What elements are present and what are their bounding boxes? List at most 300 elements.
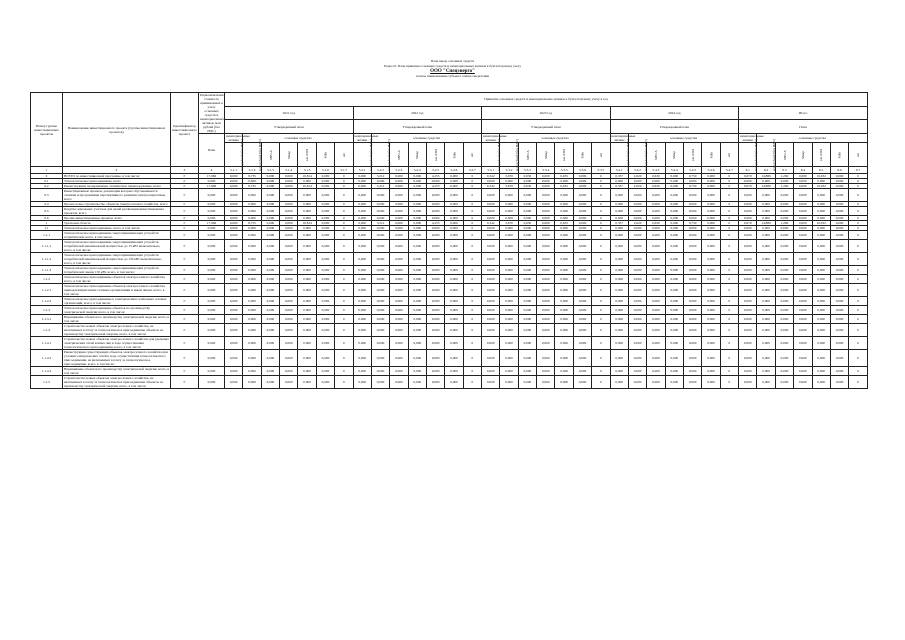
value-cell: 0,000: [371, 284, 389, 297]
value-cell: 0,000: [555, 266, 573, 275]
value-cell: 0,000: [775, 189, 793, 202]
value-cell: 0: [335, 174, 353, 179]
value-cell: 0,000: [757, 231, 775, 240]
value-cell: 0,000: [445, 174, 463, 179]
value-cell: 0,000: [812, 337, 830, 350]
value-cell: 0: [849, 202, 868, 207]
value-cell: 0,000: [371, 231, 389, 240]
value-cell: 0,000: [665, 253, 683, 266]
value-cell: 0,000: [280, 324, 298, 337]
value-cell: 0,000: [280, 350, 298, 367]
header-os: основные средства: [628, 134, 738, 143]
value-cell: 0,000: [482, 315, 500, 324]
value-cell: 0,000: [683, 350, 701, 367]
value-cell: 0,000: [390, 315, 408, 324]
value-cell: 0,000: [280, 184, 298, 189]
value-cell: 0,000: [426, 207, 444, 216]
value-cell: 0: [592, 216, 610, 221]
header-unit: [445, 143, 463, 167]
value-cell: 0,000: [775, 216, 793, 221]
row-number: 1.1.2.2: [31, 297, 63, 306]
value-cell: 0,000: [243, 275, 261, 284]
value-cell: 0,000: [243, 189, 261, 202]
value-cell: 0,000: [647, 189, 665, 202]
value-cell: 0,000: [316, 221, 334, 226]
value-cell: 0,000: [573, 207, 591, 216]
value-cell: 0,000: [537, 207, 555, 216]
column-number: 5.1.1: [225, 167, 243, 174]
value-cell: 0,000: [500, 253, 518, 266]
project-name: Технологическое присоединение энергопринимающих устройств потребителей, всего, в том числе:: [63, 231, 171, 240]
value-cell: 0,000: [482, 376, 500, 389]
value-cell: 0,000: [573, 179, 591, 184]
value-cell: 0: [463, 284, 481, 297]
value-cell: 0,000: [573, 216, 591, 221]
value-cell: 0: [592, 350, 610, 367]
value-cell: 2,620: [628, 174, 646, 179]
value-cell: 0: [592, 221, 610, 226]
value-cell: 0,000: [225, 207, 243, 216]
value-cell: 0,000: [794, 275, 812, 284]
value-cell: 0: [849, 179, 868, 184]
value-cell: 14,880: [757, 184, 775, 189]
value-cell: 0,000: [757, 189, 775, 202]
value-cell: 0,000: [243, 324, 261, 337]
header-unit-label: МВ×А: [396, 149, 401, 160]
value-cell: 0,000: [794, 266, 812, 275]
value-cell: 0,000: [647, 266, 665, 275]
header-unit: [280, 143, 298, 167]
project-name: Технологическое присоединение объектов по производству электрической энергии всего, в том числе:: [63, 306, 171, 315]
value-cell: 0,000: [261, 253, 279, 266]
value-cell: 0: [335, 207, 353, 216]
value-cell: 0,000: [426, 240, 444, 253]
column-number: 5.2.2: [371, 167, 389, 174]
value-cell: 0: [849, 207, 868, 216]
value-cell: 4,255: [426, 221, 444, 226]
value-cell: 0: [720, 184, 738, 189]
value-cell: 0,000: [316, 284, 334, 297]
header-unit: [757, 138, 777, 171]
plan-value: 0,000: [199, 266, 225, 275]
value-cell: 0: [720, 315, 738, 324]
value-cell: 0,000: [830, 202, 848, 207]
value-cell: 0,630: [518, 221, 536, 226]
value-cell: 0,000: [665, 367, 683, 376]
value-cell: 0,000: [610, 226, 628, 231]
table-row: [31, 306, 868, 315]
value-cell: 0,000: [665, 337, 683, 350]
value-cell: 0,000: [702, 376, 720, 389]
value-cell: 0,000: [390, 350, 408, 367]
header-unit-label: Мвар: [543, 150, 548, 159]
company-name: ООО "Спецэнерго": [430, 69, 475, 74]
value-cell: 0,000: [537, 231, 555, 240]
column-number: 5.3.3: [518, 167, 536, 174]
value-cell: 0,000: [537, 179, 555, 184]
value-cell: 0,000: [830, 253, 848, 266]
value-cell: 0,000: [665, 202, 683, 207]
value-cell: 0,000: [702, 324, 720, 337]
value-cell: 0,000: [555, 202, 573, 207]
value-cell: 0: [335, 240, 353, 253]
value-cell: 0,000: [518, 179, 536, 184]
header-unit-label: млн рублей (без НДС): [643, 138, 648, 171]
value-cell: 0,000: [408, 324, 426, 337]
value-cell: 0,000: [261, 207, 279, 216]
value-cell: 0,635: [555, 174, 573, 179]
row-number: 1.1.1.3: [31, 266, 63, 275]
value-cell: 0,000: [445, 231, 463, 240]
row-number: 0.2: [31, 184, 63, 189]
value-cell: 0,000: [610, 240, 628, 253]
value-cell: 0: [592, 174, 610, 179]
value-cell: 0,000: [537, 240, 555, 253]
value-cell: 0,000: [702, 231, 720, 240]
value-cell: 0,000: [426, 337, 444, 350]
value-cell: 0,000: [573, 275, 591, 284]
value-cell: 0: [720, 240, 738, 253]
value-cell: 0,000: [665, 179, 683, 184]
value-cell: 0,000: [555, 297, 573, 306]
value-cell: 0,000: [683, 240, 701, 253]
header-nma: нематериальные активы: [226, 134, 250, 142]
value-cell: 0,000: [775, 253, 793, 266]
value-cell: 0,000: [243, 376, 261, 389]
value-cell: 0,000: [298, 253, 316, 266]
value-cell: 0,000: [518, 216, 536, 221]
value-cell: 0,000: [647, 240, 665, 253]
value-cell: 0,000: [812, 226, 830, 231]
value-cell: 0,000: [739, 179, 757, 184]
value-cell: 0,000: [794, 376, 812, 389]
value-cell: 0,000: [812, 240, 830, 253]
value-cell: 0: [720, 207, 738, 216]
project-id: Г: [171, 284, 199, 297]
plan-value: 0,000: [199, 315, 225, 324]
value-cell: 0,000: [225, 266, 243, 275]
value-cell: 2,620: [628, 221, 646, 226]
document-header: [0, 0, 905, 79]
value-cell: 0,000: [371, 275, 389, 284]
value-cell: 0,000: [243, 216, 261, 221]
value-cell: 0,000: [757, 202, 775, 207]
value-cell: 0,000: [261, 306, 279, 315]
value-cell: 0,630: [647, 174, 665, 179]
header-year: 2021 год: [225, 106, 354, 120]
header-year: 2023 год: [482, 106, 611, 120]
value-cell: 0,000: [225, 179, 243, 184]
header-unit-label: МВ×А: [268, 149, 273, 160]
value-cell: 0,000: [482, 216, 500, 221]
value-cell: 0: [335, 306, 353, 315]
column-number: 5.4.6: [702, 167, 720, 174]
value-cell: 0,000: [812, 266, 830, 275]
value-cell: 0,000: [573, 337, 591, 350]
value-cell: 0: [463, 266, 481, 275]
value-cell: 0,000: [518, 189, 536, 202]
value-cell: 0,000: [261, 297, 279, 306]
value-cell: 0,000: [775, 297, 793, 306]
value-cell: 0,000: [426, 202, 444, 207]
header-unit-label: МВ×А: [525, 149, 530, 160]
row-number: 1.1.3: [31, 306, 63, 315]
table-row: [31, 207, 868, 216]
value-cell: 0,000: [702, 179, 720, 184]
plan-value: 0,000: [199, 275, 225, 284]
value-cell: 0,000: [408, 275, 426, 284]
value-cell: 0,000: [665, 266, 683, 275]
value-cell: 0,000: [537, 184, 555, 189]
value-cell: 0: [592, 337, 610, 350]
value-cell: 0,000: [702, 337, 720, 350]
value-cell: 14,880: [757, 174, 775, 179]
header-unit: [628, 138, 648, 171]
column-number: 5.1.7: [335, 167, 353, 174]
value-cell: 0,000: [739, 253, 757, 266]
project-name: Наращивание объектов по производству электрической энергии, всего, в том числе:: [64, 367, 170, 375]
row-number: 1.1.2: [31, 275, 63, 284]
value-cell: 0,000: [280, 253, 298, 266]
value-cell: 0,000: [739, 367, 757, 376]
project-id: Г: [171, 221, 199, 226]
header-year: 2024 год: [610, 106, 739, 120]
value-cell: 0: [335, 216, 353, 221]
value-cell: 0: [463, 315, 481, 324]
value-cell: 0,000: [445, 179, 463, 184]
value-cell: 0,000: [555, 275, 573, 284]
project-name: Технологическое присоединение объектов электросетевого хозяйства, всего, в том числе:: [63, 275, 171, 284]
value-cell: 0,000: [794, 221, 812, 226]
value-cell: 0: [720, 174, 738, 179]
value-cell: 0,630: [647, 184, 665, 189]
value-cell: 0,000: [794, 240, 812, 253]
value-cell: 0,000: [518, 266, 536, 275]
value-cell: 0,000: [573, 231, 591, 240]
value-cell: 0,000: [702, 240, 720, 253]
value-cell: 0,000: [610, 216, 628, 221]
header-approved: Утвержденный план: [610, 120, 739, 134]
value-cell: 0,000: [316, 202, 334, 207]
project-name: Наращивание объектов по производству электрической энергии, всего, в том числе:: [64, 315, 170, 323]
column-number: 5.3.5: [555, 167, 573, 174]
value-cell: 0,000: [353, 207, 371, 216]
value-cell: 0,000: [628, 324, 646, 337]
value-cell: 0,000: [426, 216, 444, 221]
value-cell: 0,000: [775, 226, 793, 231]
column-number: 5.4.1: [610, 167, 628, 174]
value-cell: 0,750: [683, 174, 701, 179]
header-unit: [463, 143, 481, 167]
value-cell: 0,000: [316, 376, 334, 389]
value-cell: 0,000: [445, 350, 463, 367]
value-cell: 0,000: [555, 376, 573, 389]
plan-value: 17,966: [199, 221, 225, 226]
value-cell: 0,000: [426, 179, 444, 184]
value-cell: 0,000: [683, 337, 701, 350]
value-cell: 0,000: [280, 189, 298, 202]
value-cell: 0,000: [353, 174, 371, 179]
value-cell: 0,000: [647, 350, 665, 367]
value-cell: 0: [335, 231, 353, 240]
value-cell: 0,000: [298, 240, 316, 253]
value-cell: 0,337: [610, 184, 628, 189]
column-number: 5.4.7: [720, 167, 738, 174]
table-row: [31, 297, 868, 306]
value-cell: 0,000: [243, 337, 261, 350]
value-cell: 0,000: [610, 253, 628, 266]
value-cell: 0,000: [518, 367, 536, 376]
value-cell: 0,337: [610, 174, 628, 179]
value-cell: 0,000: [702, 253, 720, 266]
value-cell: 0: [335, 315, 353, 324]
value-cell: 0: [849, 367, 868, 376]
value-cell: 0,000: [702, 207, 720, 216]
value-cell: 0,000: [243, 306, 261, 315]
value-cell: 0,000: [261, 174, 279, 179]
value-cell: 0,750: [683, 221, 701, 226]
value-cell: 0,000: [371, 207, 389, 216]
value-cell: 0,000: [482, 350, 500, 367]
company-note: полное наименование субъекта электроэнергетики: [415, 74, 490, 78]
value-cell: 0,000: [647, 253, 665, 266]
value-cell: 0: [849, 306, 868, 315]
value-cell: 0,000: [794, 216, 812, 221]
value-cell: 0,000: [390, 207, 408, 216]
value-cell: 0,000: [298, 226, 316, 231]
column-number: 6.5: [812, 167, 830, 174]
value-cell: 0,000: [537, 253, 555, 266]
value-cell: 0,000: [298, 216, 316, 221]
value-cell: 0,000: [500, 306, 518, 315]
header-unit-label: млн рублей (без НДС): [258, 138, 263, 171]
header-unit-label: млн рублей (без НДС): [754, 138, 759, 171]
column-number: 1: [31, 167, 63, 174]
value-cell: 0,000: [371, 324, 389, 337]
value-cell: 0,000: [739, 324, 757, 337]
table-row: [31, 253, 868, 266]
value-cell: 0,000: [739, 240, 757, 253]
plan-value: 0,000: [199, 189, 225, 202]
value-cell: 0,000: [702, 350, 720, 367]
project-name: Технологическое присоединение, всего: [63, 179, 171, 184]
value-cell: 0,000: [573, 324, 591, 337]
value-cell: 0: [720, 253, 738, 266]
value-cell: 0,000: [628, 226, 646, 231]
value-cell: 0,000: [500, 367, 518, 376]
value-cell: 0,000: [261, 337, 279, 350]
plan-value: 0,000: [199, 179, 225, 184]
plan-value: 0,000: [199, 226, 225, 231]
value-cell: 0,000: [390, 216, 408, 221]
value-cell: 0: [720, 231, 738, 240]
value-cell: 0,000: [371, 202, 389, 207]
header-nma: нематериальные активы: [483, 134, 507, 142]
value-cell: 0,000: [702, 367, 720, 376]
value-cell: 0,000: [518, 324, 536, 337]
value-cell: 16,032: [812, 174, 830, 179]
table-row: [31, 324, 868, 337]
value-cell: 0,000: [812, 367, 830, 376]
value-cell: 0,000: [390, 184, 408, 189]
value-cell: 0,337: [610, 221, 628, 226]
value-cell: 0,000: [500, 216, 518, 221]
value-cell: 0,000: [610, 315, 628, 324]
value-cell: 10,814: [298, 221, 316, 226]
header-os: основные средства: [243, 134, 353, 143]
value-cell: 0,000: [408, 179, 426, 184]
value-cell: 0,000: [794, 226, 812, 231]
value-cell: 0,000: [316, 207, 334, 216]
row-number: 1.1.2.1: [31, 284, 63, 297]
value-cell: 0,000: [426, 376, 444, 389]
value-cell: 0,000: [628, 240, 646, 253]
value-cell: 0,000: [225, 275, 243, 284]
plan-value: 0,000: [199, 306, 225, 315]
value-cell: 0,000: [500, 202, 518, 207]
value-cell: 0,000: [261, 240, 279, 253]
project-id: Г: [171, 350, 199, 367]
value-cell: 0,000: [298, 376, 316, 389]
value-cell: 0,000: [482, 275, 500, 284]
value-cell: 0,000: [518, 315, 536, 324]
column-number: 5.2.6: [445, 167, 463, 174]
value-cell: 0: [720, 226, 738, 231]
value-cell: 0,000: [573, 240, 591, 253]
value-cell: 0,000: [573, 202, 591, 207]
value-cell: 0,000: [261, 284, 279, 297]
plan-value: 17,966: [199, 184, 225, 189]
value-cell: 0,000: [610, 284, 628, 297]
value-cell: 0,000: [482, 202, 500, 207]
value-cell: 0,000: [408, 207, 426, 216]
project-name: Строительство новых объектов электросетевого хозяйства, не включенных в плату за технологическое присоединение объектов по производству электрической энергии, всего, в том числе:: [63, 376, 171, 389]
value-cell: 0: [463, 376, 481, 389]
value-cell: 0,000: [794, 189, 812, 202]
value-cell: 0,000: [775, 240, 793, 253]
header-unit: [390, 143, 408, 167]
value-cell: 0,000: [665, 275, 683, 284]
value-cell: 0,000: [500, 231, 518, 240]
value-cell: 0,000: [830, 275, 848, 284]
value-cell: 0: [849, 350, 868, 367]
value-cell: 0,000: [628, 337, 646, 350]
header-unit-label: МВт: [709, 151, 714, 158]
value-cell: 0,000: [812, 189, 830, 202]
value-cell: 0,000: [665, 226, 683, 231]
value-cell: 0,000: [628, 297, 646, 306]
value-cell: 0: [335, 284, 353, 297]
value-cell: 0,000: [225, 174, 243, 179]
value-cell: 0,000: [739, 350, 757, 367]
value-cell: 0,000: [298, 189, 316, 202]
value-cell: 0: [463, 179, 481, 184]
value-cell: 0,000: [683, 207, 701, 216]
value-cell: 0,000: [647, 306, 665, 315]
value-cell: 0,000: [371, 350, 389, 367]
value-cell: 0,000: [261, 226, 279, 231]
value-cell: 0,342: [482, 174, 500, 179]
column-number: 5.3.4: [537, 167, 555, 174]
project-name: Покупка земельных участков для целей реализации инвестиционных проектов, всего: [63, 207, 171, 216]
value-cell: 0,000: [445, 324, 463, 337]
plan-value: 0,000: [199, 297, 225, 306]
value-cell: 0,000: [280, 284, 298, 297]
value-cell: 0,000: [261, 275, 279, 284]
value-cell: 0,000: [261, 184, 279, 189]
value-cell: 0,000: [500, 376, 518, 389]
value-cell: 0,000: [298, 207, 316, 216]
